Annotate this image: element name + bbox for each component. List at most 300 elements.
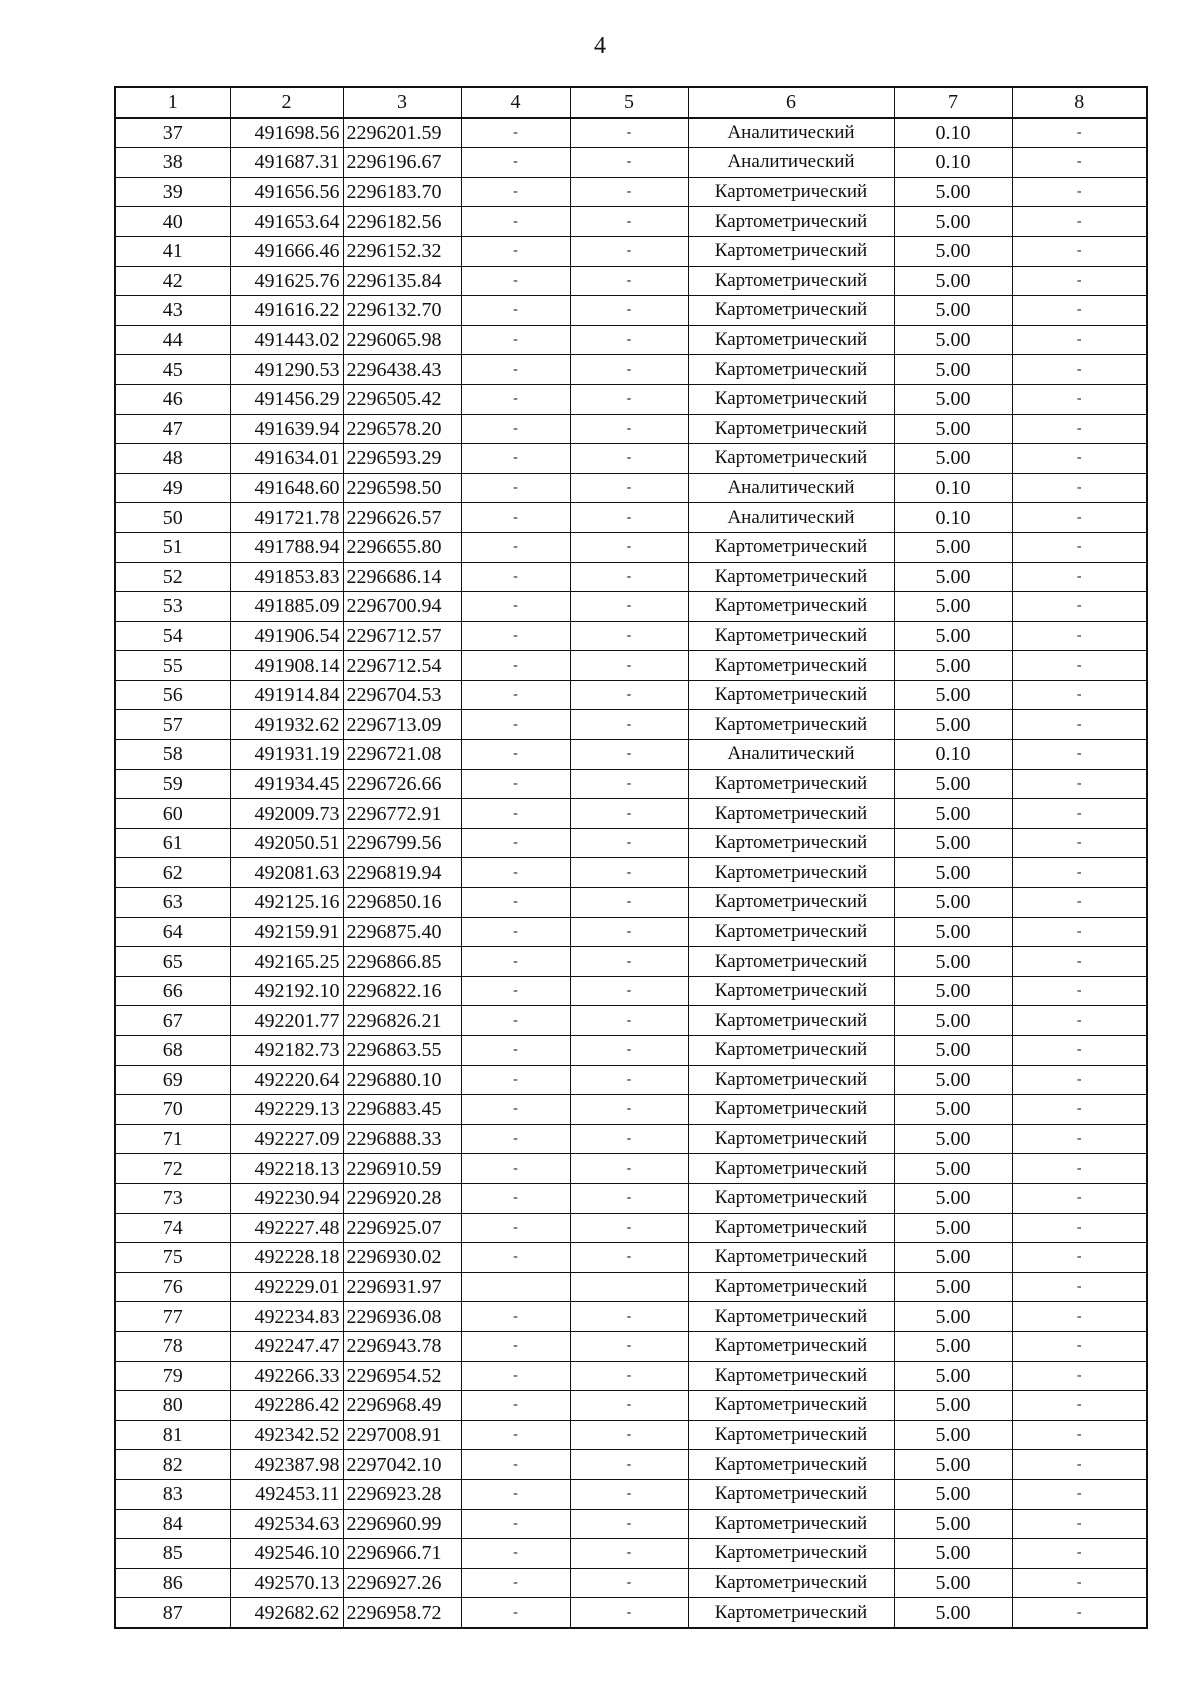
x-coordinate-cell: 492570.13	[230, 1568, 343, 1598]
column-5-cell: -	[570, 1509, 688, 1539]
method-cell: Картометрический	[688, 296, 894, 326]
column-8-cell: -	[1012, 1302, 1147, 1332]
method-cell: Картометрический	[688, 1124, 894, 1154]
column-4-cell: -	[461, 296, 570, 326]
column-4-cell: -	[461, 1568, 570, 1598]
column-4-cell: -	[461, 680, 570, 710]
point-number-cell: 71	[115, 1124, 230, 1154]
point-number-cell: 84	[115, 1509, 230, 1539]
column-8-cell: -	[1012, 532, 1147, 562]
x-coordinate-cell: 492009.73	[230, 799, 343, 829]
accuracy-cell: 5.00	[894, 1243, 1012, 1273]
x-coordinate-cell: 491932.62	[230, 710, 343, 740]
table-row	[115, 828, 1147, 858]
table-row	[115, 1095, 1147, 1125]
x-coordinate-cell: 491666.46	[230, 236, 343, 266]
method-cell: Картометрический	[688, 384, 894, 414]
column-8-cell: -	[1012, 414, 1147, 444]
y-coordinate-cell: 2296966.71	[343, 1539, 461, 1569]
accuracy-cell: 5.00	[894, 858, 1012, 888]
accuracy-cell: 5.00	[894, 207, 1012, 237]
accuracy-cell: 5.00	[894, 296, 1012, 326]
accuracy-cell: 5.00	[894, 947, 1012, 977]
point-number-cell: 59	[115, 769, 230, 799]
y-coordinate-cell: 2296931.97	[343, 1272, 461, 1302]
column-4-cell: -	[461, 769, 570, 799]
column-8-cell: -	[1012, 1006, 1147, 1036]
x-coordinate-cell: 492182.73	[230, 1036, 343, 1066]
accuracy-cell: 5.00	[894, 1213, 1012, 1243]
column-8-cell: -	[1012, 769, 1147, 799]
point-number-cell: 78	[115, 1331, 230, 1361]
column-header: 2	[230, 87, 343, 118]
point-number-cell: 48	[115, 444, 230, 474]
column-8-cell: -	[1012, 562, 1147, 592]
x-coordinate-cell: 492125.16	[230, 888, 343, 918]
table-row	[115, 355, 1147, 385]
column-header: 7	[894, 87, 1012, 118]
column-8-cell: -	[1012, 444, 1147, 474]
column-8-cell: -	[1012, 177, 1147, 207]
point-number-cell: 41	[115, 236, 230, 266]
table-row	[115, 1243, 1147, 1273]
column-5-cell: -	[570, 296, 688, 326]
column-5-cell: -	[570, 917, 688, 947]
y-coordinate-cell: 2296183.70	[343, 177, 461, 207]
point-number-cell: 69	[115, 1065, 230, 1095]
method-cell: Картометрический	[688, 532, 894, 562]
point-number-cell: 37	[115, 118, 230, 148]
method-cell: Картометрический	[688, 947, 894, 977]
y-coordinate-cell: 2296923.28	[343, 1479, 461, 1509]
accuracy-cell: 5.00	[894, 1539, 1012, 1569]
table-row	[115, 1036, 1147, 1066]
table-body	[115, 118, 1147, 1628]
table-row	[115, 1479, 1147, 1509]
y-coordinate-cell: 2296593.29	[343, 444, 461, 474]
column-5-cell: -	[570, 1036, 688, 1066]
table-row	[115, 947, 1147, 977]
table-row	[115, 118, 1147, 148]
column-5-cell: -	[570, 1568, 688, 1598]
accuracy-cell: 5.00	[894, 1479, 1012, 1509]
table-row	[115, 296, 1147, 326]
column-header: 3	[343, 87, 461, 118]
column-5-cell: -	[570, 710, 688, 740]
column-5-cell: -	[570, 1331, 688, 1361]
method-cell: Картометрический	[688, 266, 894, 296]
point-number-cell: 43	[115, 296, 230, 326]
column-4-cell: -	[461, 592, 570, 622]
column-4-cell: -	[461, 1183, 570, 1213]
column-5-cell: -	[570, 1420, 688, 1450]
point-number-cell: 72	[115, 1154, 230, 1184]
y-coordinate-cell: 2296883.45	[343, 1095, 461, 1125]
table-row	[115, 236, 1147, 266]
point-number-cell: 38	[115, 148, 230, 178]
x-coordinate-cell: 491625.76	[230, 266, 343, 296]
column-5-cell: -	[570, 207, 688, 237]
y-coordinate-cell: 2296888.33	[343, 1124, 461, 1154]
accuracy-cell: 5.00	[894, 532, 1012, 562]
accuracy-cell: 0.10	[894, 503, 1012, 533]
y-coordinate-cell: 2296943.78	[343, 1331, 461, 1361]
point-number-cell: 56	[115, 680, 230, 710]
x-coordinate-cell: 492230.94	[230, 1183, 343, 1213]
method-cell: Картометрический	[688, 236, 894, 266]
column-5-cell: -	[570, 976, 688, 1006]
column-8-cell: -	[1012, 355, 1147, 385]
y-coordinate-cell: 2296954.52	[343, 1361, 461, 1391]
column-8-cell: -	[1012, 1479, 1147, 1509]
x-coordinate-cell: 491653.64	[230, 207, 343, 237]
point-number-cell: 73	[115, 1183, 230, 1213]
column-4-cell: -	[461, 532, 570, 562]
column-5-cell: -	[570, 148, 688, 178]
method-cell: Картометрический	[688, 680, 894, 710]
column-5-cell: -	[570, 414, 688, 444]
point-number-cell: 49	[115, 473, 230, 503]
y-coordinate-cell: 2296196.67	[343, 148, 461, 178]
column-8-cell: -	[1012, 384, 1147, 414]
method-cell: Картометрический	[688, 828, 894, 858]
table-row	[115, 769, 1147, 799]
table-row	[115, 976, 1147, 1006]
method-cell: Аналитический	[688, 473, 894, 503]
column-4-cell: -	[461, 473, 570, 503]
method-cell: Картометрический	[688, 1331, 894, 1361]
column-8-cell: -	[1012, 1509, 1147, 1539]
accuracy-cell: 5.00	[894, 1124, 1012, 1154]
x-coordinate-cell: 492387.98	[230, 1450, 343, 1480]
column-4-cell: -	[461, 1124, 570, 1154]
x-coordinate-cell: 491634.01	[230, 444, 343, 474]
y-coordinate-cell: 2296135.84	[343, 266, 461, 296]
method-cell: Картометрический	[688, 325, 894, 355]
column-4-cell: -	[461, 1331, 570, 1361]
column-4-cell: -	[461, 1539, 570, 1569]
x-coordinate-cell: 492342.52	[230, 1420, 343, 1450]
column-8-cell: -	[1012, 473, 1147, 503]
accuracy-cell: 5.00	[894, 1272, 1012, 1302]
column-8-cell: -	[1012, 917, 1147, 947]
column-8-cell: -	[1012, 976, 1147, 1006]
y-coordinate-cell: 2296132.70	[343, 296, 461, 326]
column-4-cell: -	[461, 1450, 570, 1480]
method-cell: Картометрический	[688, 1479, 894, 1509]
point-number-cell: 77	[115, 1302, 230, 1332]
column-5-cell: -	[570, 473, 688, 503]
y-coordinate-cell: 2296065.98	[343, 325, 461, 355]
accuracy-cell: 5.00	[894, 177, 1012, 207]
column-8-cell: -	[1012, 1539, 1147, 1569]
x-coordinate-cell: 491648.60	[230, 473, 343, 503]
column-8-cell: -	[1012, 710, 1147, 740]
point-number-cell: 86	[115, 1568, 230, 1598]
x-coordinate-cell: 491656.56	[230, 177, 343, 207]
method-cell: Картометрический	[688, 1272, 894, 1302]
method-cell: Картометрический	[688, 1154, 894, 1184]
column-8-cell: -	[1012, 1568, 1147, 1598]
y-coordinate-cell: 2296655.80	[343, 532, 461, 562]
method-cell: Аналитический	[688, 503, 894, 533]
column-5-cell: -	[570, 1391, 688, 1421]
point-number-cell: 82	[115, 1450, 230, 1480]
accuracy-cell: 5.00	[894, 1036, 1012, 1066]
column-5-cell: -	[570, 118, 688, 148]
accuracy-cell: 5.00	[894, 1302, 1012, 1332]
column-8-cell: -	[1012, 888, 1147, 918]
column-5-cell: -	[570, 828, 688, 858]
column-8-cell: -	[1012, 1036, 1147, 1066]
accuracy-cell: 5.00	[894, 1065, 1012, 1095]
column-8-cell: -	[1012, 740, 1147, 770]
x-coordinate-cell: 491290.53	[230, 355, 343, 385]
column-8-cell: -	[1012, 1598, 1147, 1628]
x-coordinate-cell: 491456.29	[230, 384, 343, 414]
accuracy-cell: 5.00	[894, 1420, 1012, 1450]
column-5-cell: -	[570, 177, 688, 207]
table-row	[115, 177, 1147, 207]
table-row	[115, 473, 1147, 503]
y-coordinate-cell: 2296721.08	[343, 740, 461, 770]
point-number-cell: 85	[115, 1539, 230, 1569]
accuracy-cell: 5.00	[894, 236, 1012, 266]
column-4-cell: -	[461, 266, 570, 296]
column-5-cell: -	[570, 1479, 688, 1509]
x-coordinate-cell: 491853.83	[230, 562, 343, 592]
table-row	[115, 1183, 1147, 1213]
x-coordinate-cell: 491721.78	[230, 503, 343, 533]
column-5-cell: -	[570, 532, 688, 562]
y-coordinate-cell: 2296799.56	[343, 828, 461, 858]
accuracy-cell: 5.00	[894, 976, 1012, 1006]
column-5-cell: -	[570, 621, 688, 651]
accuracy-cell: 5.00	[894, 888, 1012, 918]
table-row	[115, 562, 1147, 592]
table-row	[115, 1420, 1147, 1450]
column-4-cell: -	[461, 1036, 570, 1066]
column-4-cell: -	[461, 414, 570, 444]
x-coordinate-cell: 492453.11	[230, 1479, 343, 1509]
method-cell: Картометрический	[688, 355, 894, 385]
column-4-cell: -	[461, 1391, 570, 1421]
y-coordinate-cell: 2296438.43	[343, 355, 461, 385]
x-coordinate-cell: 492266.33	[230, 1361, 343, 1391]
column-4-cell: -	[461, 148, 570, 178]
column-5-cell: -	[570, 1006, 688, 1036]
y-coordinate-cell: 2297042.10	[343, 1450, 461, 1480]
column-8-cell: -	[1012, 1420, 1147, 1450]
column-4-cell: -	[461, 1361, 570, 1391]
column-4-cell: -	[461, 1598, 570, 1628]
column-5-cell: -	[570, 680, 688, 710]
column-8-cell: -	[1012, 1154, 1147, 1184]
y-coordinate-cell: 2296819.94	[343, 858, 461, 888]
y-coordinate-cell: 2296201.59	[343, 118, 461, 148]
y-coordinate-cell: 2296910.59	[343, 1154, 461, 1184]
accuracy-cell: 5.00	[894, 325, 1012, 355]
column-4-cell: -	[461, 118, 570, 148]
column-4-cell: -	[461, 1154, 570, 1184]
table-row	[115, 710, 1147, 740]
table-row	[115, 1302, 1147, 1332]
method-cell: Картометрический	[688, 1539, 894, 1569]
method-cell: Картометрический	[688, 1213, 894, 1243]
accuracy-cell: 5.00	[894, 917, 1012, 947]
x-coordinate-cell: 491908.14	[230, 651, 343, 681]
accuracy-cell: 5.00	[894, 1183, 1012, 1213]
column-8-cell: -	[1012, 1183, 1147, 1213]
method-cell: Картометрический	[688, 1450, 894, 1480]
point-number-cell: 81	[115, 1420, 230, 1450]
method-cell: Картометрический	[688, 1036, 894, 1066]
column-4-cell: -	[461, 710, 570, 740]
accuracy-cell: 5.00	[894, 384, 1012, 414]
point-number-cell: 55	[115, 651, 230, 681]
method-cell: Картометрический	[688, 1243, 894, 1273]
column-8-cell: -	[1012, 1065, 1147, 1095]
y-coordinate-cell: 2296822.16	[343, 976, 461, 1006]
accuracy-cell: 5.00	[894, 592, 1012, 622]
column-4-cell: -	[461, 1095, 570, 1125]
x-coordinate-cell: 492218.13	[230, 1154, 343, 1184]
column-8-cell: -	[1012, 947, 1147, 977]
method-cell: Картометрический	[688, 1302, 894, 1332]
point-number-cell: 60	[115, 799, 230, 829]
y-coordinate-cell: 2297008.91	[343, 1420, 461, 1450]
method-cell: Картометрический	[688, 444, 894, 474]
accuracy-cell: 5.00	[894, 1450, 1012, 1480]
method-cell: Картометрический	[688, 414, 894, 444]
column-5-cell: -	[570, 1154, 688, 1184]
x-coordinate-cell: 491443.02	[230, 325, 343, 355]
x-coordinate-cell: 492546.10	[230, 1539, 343, 1569]
point-number-cell: 66	[115, 976, 230, 1006]
method-cell: Картометрический	[688, 1420, 894, 1450]
column-4-cell: -	[461, 1065, 570, 1095]
table-row	[115, 1361, 1147, 1391]
column-8-cell: -	[1012, 148, 1147, 178]
point-number-cell: 44	[115, 325, 230, 355]
column-4-cell: -	[461, 740, 570, 770]
x-coordinate-cell: 492227.48	[230, 1213, 343, 1243]
column-8-cell: -	[1012, 207, 1147, 237]
column-8-cell: -	[1012, 799, 1147, 829]
table-row	[115, 503, 1147, 533]
column-5-cell: -	[570, 444, 688, 474]
point-number-cell: 61	[115, 828, 230, 858]
x-coordinate-cell: 492286.42	[230, 1391, 343, 1421]
column-5-cell: -	[570, 503, 688, 533]
point-number-cell: 80	[115, 1391, 230, 1421]
point-number-cell: 42	[115, 266, 230, 296]
table-row	[115, 799, 1147, 829]
x-coordinate-cell: 492192.10	[230, 976, 343, 1006]
method-cell: Картометрический	[688, 710, 894, 740]
x-coordinate-cell: 492050.51	[230, 828, 343, 858]
column-5-cell: -	[570, 355, 688, 385]
accuracy-cell: 5.00	[894, 1391, 1012, 1421]
column-8-cell: -	[1012, 592, 1147, 622]
table-row	[115, 414, 1147, 444]
y-coordinate-cell: 2296866.85	[343, 947, 461, 977]
y-coordinate-cell: 2296704.53	[343, 680, 461, 710]
x-coordinate-cell: 491639.94	[230, 414, 343, 444]
method-cell: Картометрический	[688, 858, 894, 888]
method-cell: Картометрический	[688, 621, 894, 651]
x-coordinate-cell: 491906.54	[230, 621, 343, 651]
column-5-cell: -	[570, 562, 688, 592]
y-coordinate-cell: 2296958.72	[343, 1598, 461, 1628]
column-4-cell: -	[461, 799, 570, 829]
y-coordinate-cell: 2296968.49	[343, 1391, 461, 1421]
column-4-cell: -	[461, 1243, 570, 1273]
y-coordinate-cell: 2296875.40	[343, 917, 461, 947]
column-header: 6	[688, 87, 894, 118]
table-row	[115, 1154, 1147, 1184]
column-4-cell: -	[461, 384, 570, 414]
x-coordinate-cell: 492229.01	[230, 1272, 343, 1302]
method-cell: Картометрический	[688, 1361, 894, 1391]
column-8-cell: -	[1012, 1450, 1147, 1480]
column-8-cell: -	[1012, 1272, 1147, 1302]
method-cell: Картометрический	[688, 592, 894, 622]
column-5-cell: -	[570, 1361, 688, 1391]
x-coordinate-cell: 492228.18	[230, 1243, 343, 1273]
table-row	[115, 917, 1147, 947]
table-row	[115, 532, 1147, 562]
column-5-cell: -	[570, 1124, 688, 1154]
column-4-cell: -	[461, 828, 570, 858]
accuracy-cell: 5.00	[894, 1509, 1012, 1539]
accuracy-cell: 5.00	[894, 562, 1012, 592]
x-coordinate-cell: 491698.56	[230, 118, 343, 148]
column-8-cell: -	[1012, 1331, 1147, 1361]
column-8-cell: -	[1012, 680, 1147, 710]
column-4-cell: -	[461, 1479, 570, 1509]
column-8-cell: -	[1012, 1243, 1147, 1273]
method-cell: Картометрический	[688, 769, 894, 799]
table-row	[115, 1331, 1147, 1361]
method-cell: Картометрический	[688, 1391, 894, 1421]
column-4-cell: -	[461, 976, 570, 1006]
column-5-cell: -	[570, 947, 688, 977]
point-number-cell: 62	[115, 858, 230, 888]
table-row	[115, 384, 1147, 414]
column-header: 5	[570, 87, 688, 118]
method-cell: Картометрический	[688, 207, 894, 237]
y-coordinate-cell: 2296598.50	[343, 473, 461, 503]
x-coordinate-cell: 491616.22	[230, 296, 343, 326]
column-8-cell: -	[1012, 325, 1147, 355]
x-coordinate-cell: 491931.19	[230, 740, 343, 770]
x-coordinate-cell: 491885.09	[230, 592, 343, 622]
column-4-cell: -	[461, 1302, 570, 1332]
column-8-cell: -	[1012, 858, 1147, 888]
column-4-cell: -	[461, 1006, 570, 1036]
column-5-cell: -	[570, 1213, 688, 1243]
point-number-cell: 39	[115, 177, 230, 207]
accuracy-cell: 5.00	[894, 1598, 1012, 1628]
accuracy-cell: 5.00	[894, 680, 1012, 710]
column-8-cell: -	[1012, 1213, 1147, 1243]
accuracy-cell: 5.00	[894, 621, 1012, 651]
y-coordinate-cell: 2296863.55	[343, 1036, 461, 1066]
column-5-cell: -	[570, 384, 688, 414]
y-coordinate-cell: 2296920.28	[343, 1183, 461, 1213]
column-8-cell: -	[1012, 1095, 1147, 1125]
